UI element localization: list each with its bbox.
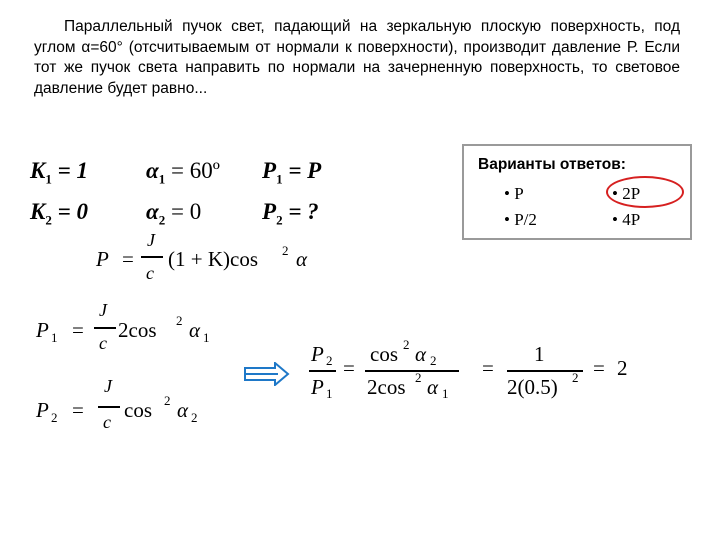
formula-main-den: c: [146, 263, 154, 283]
p2-symbol: P: [262, 199, 277, 224]
k2-symbol: K: [30, 199, 46, 224]
formula-p1-den: c: [99, 333, 107, 353]
ratio-den-expr-exp: 2: [572, 370, 579, 385]
ratio-num-p: P: [311, 342, 324, 366]
ratio-den-expr: 2(0.5): [507, 375, 558, 399]
ratio-eq3: =: [593, 356, 605, 380]
formula-main-lhs: P: [96, 247, 109, 271]
double-right-arrow-icon: [244, 362, 290, 386]
formula-p2-eq: =: [72, 398, 84, 422]
alpha2-subscript: 2: [158, 212, 166, 228]
ratio-den-alpha-sub: 1: [442, 386, 449, 401]
p1-subscript: 1: [276, 171, 283, 187]
alpha1-value: = 60º: [170, 158, 220, 183]
p2-value: = ?: [288, 199, 319, 224]
formula-p1-exp: 2: [176, 313, 183, 328]
ratio-num-cos: cos: [370, 342, 398, 366]
k2-value: = 0: [57, 199, 88, 224]
ratio-middle-fraction-bar: [365, 370, 459, 372]
formula-p2-lhs-sub: 2: [51, 410, 58, 425]
ratio-num-exp: 2: [403, 337, 410, 352]
ratio-num-alpha: α: [415, 342, 427, 366]
ratio-den-cos: 2cos: [367, 375, 406, 399]
ratio-result: 2: [617, 356, 628, 380]
ratio-eq2: =: [482, 356, 494, 380]
formula-main-exp: 2: [282, 243, 289, 258]
formula-p1-fraction-bar: [94, 327, 116, 329]
formula-p2-alpha: α: [177, 398, 189, 422]
ratio-num-one: 1: [534, 342, 545, 366]
formula-p2-fraction-bar: [98, 406, 120, 408]
formula-main-fraction-bar: [141, 256, 163, 258]
k1-value: = 1: [57, 158, 88, 183]
p1-value: = P: [288, 158, 322, 183]
formula-p2-den: c: [103, 412, 111, 432]
formula-p2-lhs: P: [36, 398, 49, 422]
ratio-den-alpha: α: [427, 375, 439, 399]
answer-options-box: [462, 144, 692, 240]
k1-symbol: K: [30, 158, 46, 183]
formula-p1-eq: =: [72, 318, 84, 342]
ratio-den-p: P: [311, 375, 324, 399]
p1-symbol: P: [262, 158, 277, 183]
option-p[interactable]: • P: [504, 184, 524, 203]
k1-subscript: 1: [45, 171, 52, 187]
ratio-left-fraction-bar: [309, 370, 336, 372]
formula-p1-body: 2cos: [118, 318, 157, 342]
ratio-num-alpha-sub: 2: [430, 353, 437, 368]
ratio-den-exp: 2: [415, 370, 422, 385]
alpha1-symbol: α: [146, 158, 159, 183]
formula-p1-alpha-sub: 1: [203, 330, 210, 345]
option-2p[interactable]: • 2P: [612, 184, 641, 203]
formula-p2-body: cos: [124, 398, 152, 422]
formula-main-alpha: α: [296, 247, 308, 271]
formula-p1-lhs: P: [36, 318, 49, 342]
formula-p2-exp: 2: [164, 393, 171, 408]
formula-p1-lhs-sub: 1: [51, 330, 58, 345]
answers-title: Варианты ответов:: [478, 156, 626, 173]
formula-p1-num: J: [99, 300, 107, 320]
alpha1-subscript: 1: [158, 171, 166, 187]
k2-subscript: 2: [45, 212, 52, 228]
correct-answer-highlight: [606, 176, 684, 208]
ratio-den-p-sub: 1: [326, 386, 333, 401]
p2-subscript: 2: [276, 212, 283, 228]
formula-main-eq: =: [122, 247, 134, 271]
alpha2-value: = 0: [170, 199, 202, 224]
ratio-num-p-sub: 2: [326, 353, 333, 368]
formula-p1-alpha: α: [189, 318, 201, 342]
alpha2-symbol: α: [146, 199, 159, 224]
formula-p2-alpha-sub: 2: [191, 410, 198, 425]
formula-main-body: (1 + K)cos: [168, 247, 258, 271]
formula-main-num: J: [147, 230, 155, 250]
option-4p[interactable]: • 4P: [612, 210, 641, 229]
ratio-eq1: =: [343, 356, 355, 380]
option-p-half[interactable]: • P/2: [504, 210, 537, 229]
problem-text: Параллельный пучок свет, падающий на зеркальную плоскую поверхность, под углом α=60° (отсчитываемым от нормали к поверхности), производит давление Р. Если тот же пучок света направить по нормали на зачерненную поверхность, то световое давление будет равно...: [34, 18, 680, 97]
formula-p2-num: J: [104, 376, 112, 396]
